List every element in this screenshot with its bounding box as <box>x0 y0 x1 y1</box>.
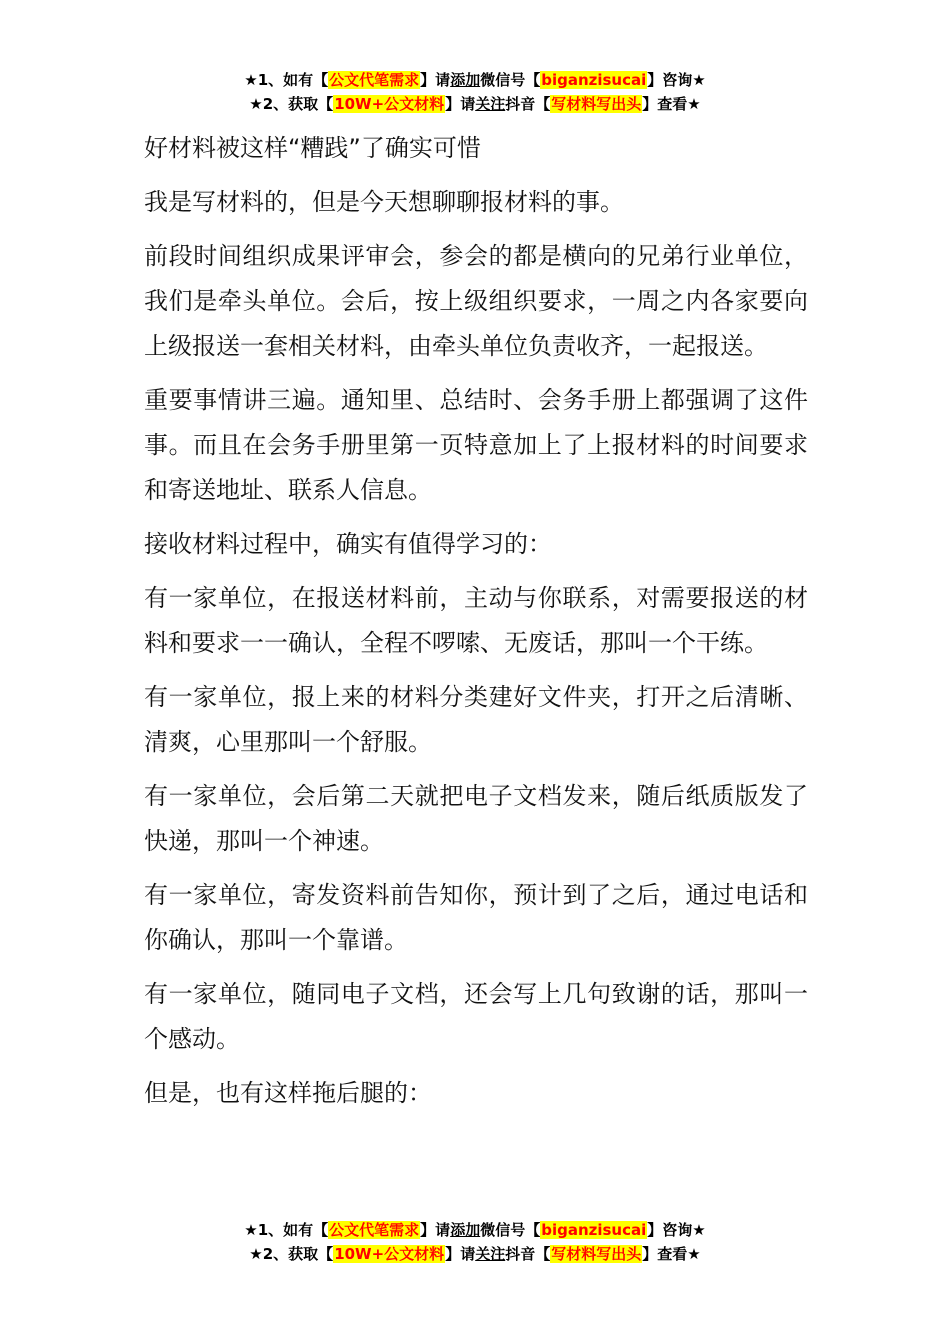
paragraph: 重要事情讲三遍。通知里、总结时、会务手册上都强调了这件事。而且在会务手册里第一页特意加上了上报材料的时间要求和寄送地址、联系人信息。 <box>144 386 808 504</box>
article-title: 好材料被这样“糟践”了确实可惜 <box>144 134 481 162</box>
banner-line-1: ★1、如有【公文代笔需求】请添加微信号【biganzisucai】咨询★ <box>244 71 706 89</box>
banner-highlight: biganzisucai <box>541 71 647 89</box>
header-banner <box>0 68 950 116</box>
footer-banner <box>0 1218 950 1266</box>
banner-highlight: 写材料写出头 <box>551 1245 642 1263</box>
paragraph: 有一家单位，寄发资料前告知你，预计到了之后，通过电话和你确认，那叫一个靠谱。 <box>144 881 808 954</box>
banner-highlight: 10W+公文材料 <box>334 95 445 113</box>
paragraph: 有一家单位，在报送材料前，主动与你联系，对需要报送的材料和要求一一确认，全程不啰嗦、无废话，那叫一个干练。 <box>144 584 808 657</box>
banner-line-2: ★2、获取【10W+公文材料】请关注抖音【写材料写出头】查看★ <box>249 95 701 113</box>
paragraph: 接收材料过程中，确实有值得学习的： <box>144 530 552 558</box>
paragraph: 前段时间组织成果评审会，参会的都是横向的兄弟行业单位，我们是牵头单位。会后，按上级组织要求，一周之内各家要向上级报送一套相关材料，由牵头单位负责收齐，一起报送。 <box>144 242 808 360</box>
article-body <box>144 126 808 1125</box>
banner-line-2: ★2、获取【10W+公文材料】请关注抖音【写材料写出头】查看★ <box>249 1245 701 1263</box>
paragraph: 有一家单位，随同电子文档，还会写上几句致谢的话，那叫一个感动。 <box>144 980 808 1053</box>
paragraph: 有一家单位，会后第二天就把电子文档发来，随后纸质版发了快递，那叫一个神速。 <box>144 782 808 855</box>
banner-highlight: 公文代笔需求 <box>329 1221 420 1239</box>
banner-highlight: 10W+公文材料 <box>334 1245 445 1263</box>
paragraph: 但是，也有这样拖后腿的： <box>144 1079 432 1107</box>
banner-highlight: biganzisucai <box>541 1221 647 1239</box>
banner-line-1: ★1、如有【公文代笔需求】请添加微信号【biganzisucai】咨询★ <box>244 1221 706 1239</box>
paragraph: 我是写材料的，但是今天想聊聊报材料的事。 <box>144 188 624 216</box>
paragraph: 有一家单位，报上来的材料分类建好文件夹，打开之后清晰、清爽，心里那叫一个舒服。 <box>144 683 808 756</box>
banner-highlight: 公文代笔需求 <box>329 71 420 89</box>
banner-highlight: 写材料写出头 <box>551 95 642 113</box>
